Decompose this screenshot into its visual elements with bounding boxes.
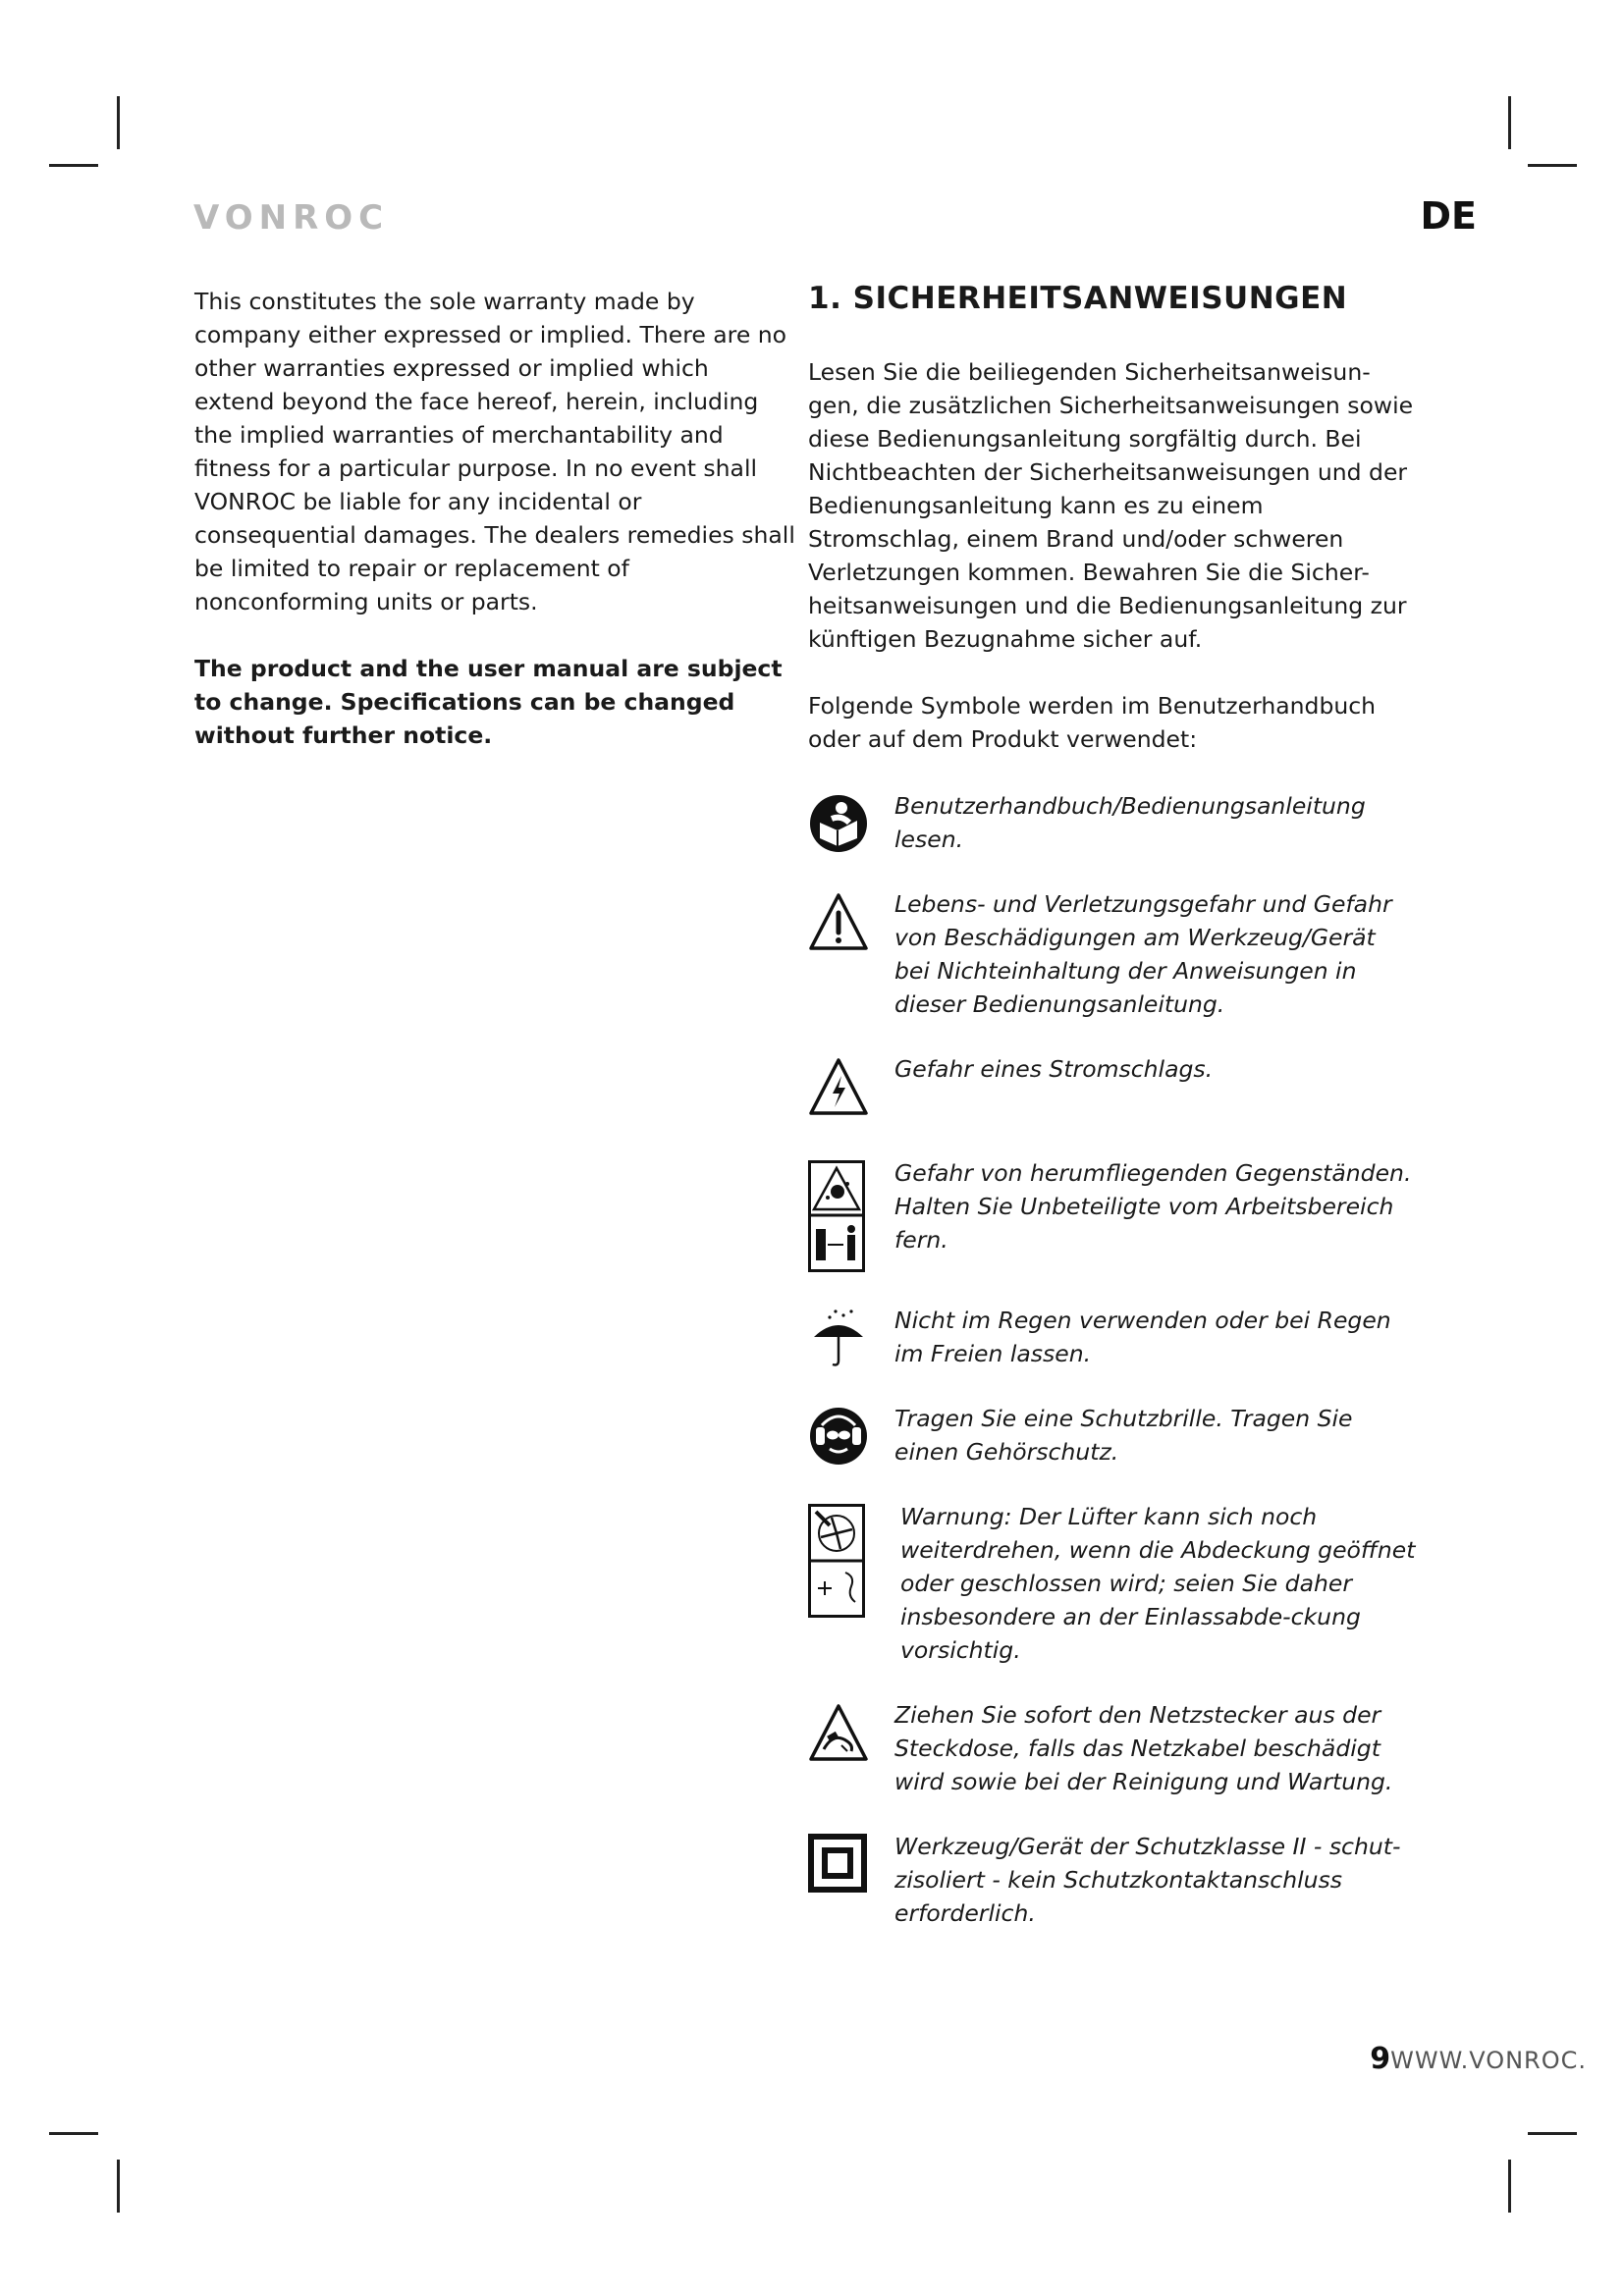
page-number: 9 <box>1370 2042 1391 2076</box>
read-manual-icon <box>808 793 871 854</box>
crop-mark <box>117 2160 120 2213</box>
right-column <box>808 275 1417 1961</box>
electric-shock-icon <box>808 1056 871 1117</box>
symbol-item <box>808 789 1417 856</box>
symbol-item <box>808 887 1417 1021</box>
warning-triangle-icon <box>808 891 871 952</box>
symbol-text: Ziehen Sie sofort den Netzstecker aus der Steckdose, falls das Netzkabel beschädigt wird sowie bei der Reinigung und Wartung. <box>894 1701 1393 1795</box>
section-heading: 1. SICHERHEITSANWEISUNGEN <box>808 281 1348 316</box>
protection-class-ii-icon <box>808 1834 871 1893</box>
symbol-text: Gefahr von herumfliegenden Gegenständen. Halten Sie Unbeteiligte vom Arbeitsbereich fern. <box>894 1159 1412 1254</box>
symbol-text: Werkzeug/Gerät der Schutzklasse II - schut-zisoliert - kein Schutzkontaktanschluss erforderlich. <box>894 1833 1401 1927</box>
symbol-item <box>808 1304 1417 1370</box>
crop-mark <box>1528 2132 1577 2135</box>
left-column <box>194 285 795 752</box>
change-notice: The product and the user manual are subject to change. Specifications can be changed without further notice. <box>194 655 783 749</box>
crop-mark <box>117 96 120 149</box>
symbol-text: Benutzerhandbuch/Bedienungsanleitung lesen. <box>894 792 1366 853</box>
symbol-item <box>808 1500 1417 1667</box>
no-rain-icon <box>808 1308 871 1368</box>
goggles-ear-protection-icon <box>808 1406 871 1467</box>
flying-objects-icon <box>808 1160 871 1272</box>
symbol-list <box>808 789 1417 1930</box>
crop-mark <box>49 2132 98 2135</box>
warranty-paragraph: This constitutes the sole warranty made by company either expressed or implied. There are no other warranties expressed or implied which extend beyond the face hereof, herein, including the implied warranties of merchantability and fitness for a particular purpose. In no event shall VONROC be liable for any incidental or consequential damages. The dealers remedies shall be limited to repair or replacement of nonconforming units or parts. <box>194 288 795 615</box>
symbols-intro: Folgende Symbole werden im Benutzerhandbuch oder auf dem Produkt verwendet: <box>808 692 1377 753</box>
fan-warning-icon <box>808 1504 871 1618</box>
symbol-text: Lebens- und Verletzungsgefahr und Gefahr von Beschädigungen am Werkzeug/Gerät bei Nichteinhaltung der Anweisungen in dieser Bedienungsanleitung. <box>894 890 1392 1018</box>
website-url: WWW.VONROC. <box>1390 2047 1587 2074</box>
symbol-text: Tragen Sie eine Schutzbrille. Tragen Sie einen Gehörschutz. <box>894 1405 1353 1466</box>
crop-mark <box>49 164 98 167</box>
brand-logo: VONROC <box>193 198 390 238</box>
symbol-text: Warnung: Der Lüfter kann sich noch weiterdrehen, wenn die Abdeckung geöffnet oder geschlossen wird; seien Sie daher insbesondere an der Einlassabde-ckung vorsichtig. <box>900 1503 1416 1664</box>
symbol-item <box>808 1156 1417 1272</box>
symbol-item <box>808 1402 1417 1468</box>
crop-mark <box>1508 96 1511 149</box>
crop-mark <box>1528 164 1577 167</box>
unplug-cable-icon <box>808 1702 871 1763</box>
symbol-text: Nicht im Regen verwenden oder bei Regen im Freien lassen. <box>894 1307 1391 1367</box>
crop-mark <box>1508 2160 1511 2213</box>
symbol-text: Gefahr eines Stromschlags. <box>894 1055 1214 1083</box>
language-code: DE <box>1420 194 1477 238</box>
safety-intro: Lesen Sie die beiliegenden Sicherheitsanweisun-gen, die zusätzlichen Sicherheitsanweisungen sowie diese Bedienungsanleitung sorgfältig durch. Bei Nichtbeachten der Sicherheitsanweisungen und der Bedienungsanleitung kann es zu einem Stromschlag, einem Brand und/oder schweren Verletzungen kommen. Bewahren Sie die Sicher-heitsanweisungen und die Bedienungsanleitung zur künftigen Bezugnahme sicher auf. <box>808 358 1414 653</box>
symbol-item <box>808 1052 1417 1117</box>
symbol-item <box>808 1830 1417 1930</box>
page-footer <box>1370 2042 1587 2076</box>
symbol-item <box>808 1698 1417 1798</box>
